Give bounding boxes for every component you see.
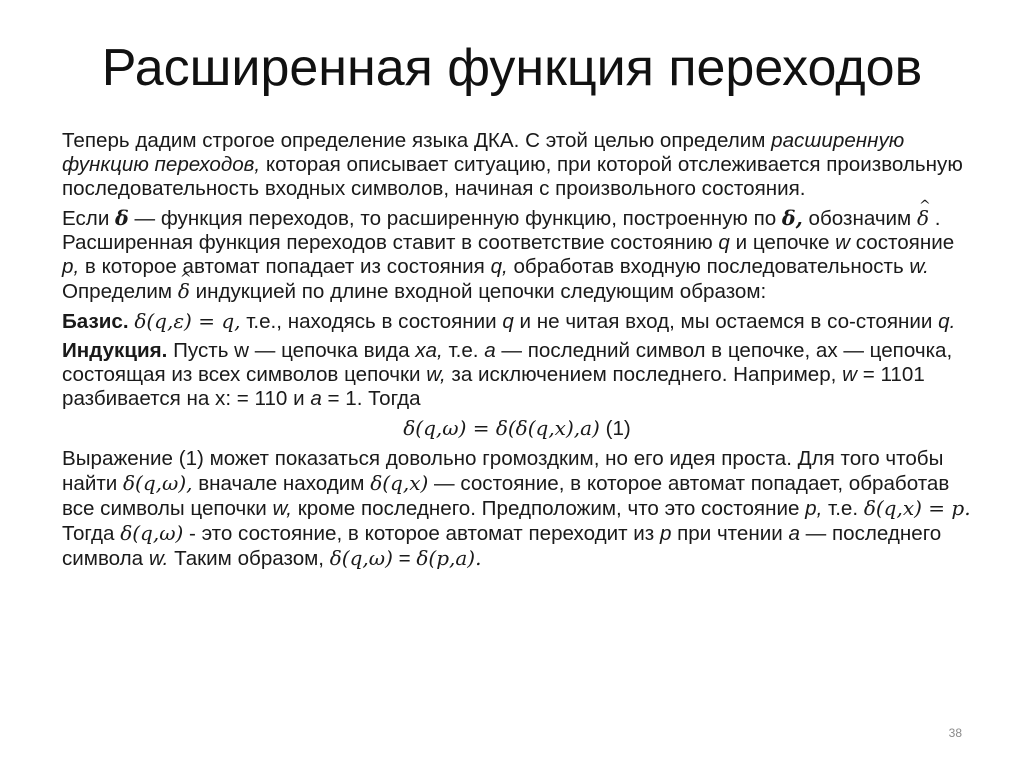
formula-equation-1: δ(q,ω) = δ(δ(q,x),a) [403, 416, 600, 440]
var-w: w. [909, 255, 929, 278]
var-q: q, [490, 255, 508, 278]
text: состояние [850, 231, 955, 254]
var-w: w [835, 231, 851, 254]
var-a: a [484, 339, 496, 362]
text: — состояние, в которое автомат попадает, обработав все символы цепочки [62, 472, 950, 520]
formula: δ(q,ω) [329, 546, 393, 570]
var-q: q [718, 231, 730, 254]
var-w: w, [426, 363, 446, 386]
delta-symbol: δ [115, 206, 129, 230]
text: Теперь дадим строгое определение языка ДКА. С этой целью определим [62, 129, 772, 152]
text: индукцией по длине входной цепочки следующим образом: [189, 280, 767, 303]
page-number: 38 [948, 726, 962, 740]
text: Выражение (1) может показаться довольно громоздким, но его идея проста. Для того чтобы найти [62, 447, 944, 495]
text: в которое автомат попадает из состояния [79, 255, 491, 278]
text: = [392, 547, 417, 570]
paragraph-definition [62, 206, 972, 304]
text: — последнего символа [62, 522, 942, 570]
text: которая описывает ситуацию, при которой отслеживается произвольную последовательность входных символов, начиная с произвольного состояния. [62, 153, 963, 200]
paragraph-intro [62, 129, 972, 201]
var-p: p, [805, 497, 823, 520]
text: за исключением последнего. Например, [445, 363, 843, 386]
var-q: q [502, 310, 514, 333]
delta-symbol: δ, [781, 206, 803, 230]
var-w: w, [272, 497, 292, 520]
equation-label: (1) [599, 417, 631, 440]
text: и цепочке [729, 231, 836, 254]
var-q: q. [938, 310, 956, 333]
paragraph-explanation [62, 447, 972, 571]
var-p: p, [62, 255, 80, 278]
text: = 1101 разбивается на x: = 110 и [62, 363, 925, 410]
label-induction: Индукция. [62, 339, 168, 362]
text: Таким образом, [168, 547, 330, 570]
text: — функция переходов, то расширенную функцию, построенную по [128, 207, 782, 230]
var-w: w. [148, 547, 169, 570]
text: = 1. Тогда [321, 387, 421, 410]
text: при чтении [671, 522, 789, 545]
delta-hat-symbol: ^ δ [917, 206, 929, 230]
text: - это состояние, в которое автомат переходит из [183, 522, 660, 545]
equation-1 [62, 416, 972, 441]
term-extended-transition-function: расширенную функцию переходов, [62, 129, 905, 176]
text: т.е., находясь в состоянии [240, 310, 503, 333]
slide-title: Расширенная функция переходов [101, 39, 923, 97]
text: кроме последнего. Предположим, что это состояние [292, 497, 806, 520]
formula: δ(q,ω), [123, 471, 193, 495]
paragraph-induction [62, 339, 972, 411]
text: т.е. [822, 497, 864, 520]
slide-body [62, 129, 972, 576]
text: и не читая вход, мы остаемся в со-стоянии [513, 310, 939, 333]
var-w: w [842, 363, 858, 386]
text: обозначим [802, 207, 917, 230]
text: обработав входную последовательность [507, 255, 910, 278]
text: Если [62, 207, 116, 230]
var-xa: xa, [415, 339, 443, 362]
text: вначале находим [192, 472, 371, 495]
delta-hat-symbol: ^ δ [178, 279, 190, 303]
label-basis: Базис. [62, 310, 129, 333]
var-p: p [659, 522, 672, 545]
var-a: a [310, 387, 322, 410]
formula: δ(q,ω) [120, 521, 184, 545]
text: Тогда [62, 522, 121, 545]
text: т.е. [442, 339, 485, 362]
text: Пусть w — цепочка вида [167, 339, 416, 362]
text: — последний символ в цепочке, ах — цепочка, состоящая из всех символов цепочки [62, 339, 953, 386]
formula: δ(q,x) [370, 471, 429, 495]
formula-basis: δ(q,ε) = q, [134, 309, 241, 333]
var-a: a [788, 522, 800, 545]
formula: δ(p,a). [416, 546, 482, 570]
text: . Расширенная функция переходов ставит в соответствие состоянию [62, 207, 941, 254]
paragraph-basis [62, 309, 972, 334]
formula: δ(q,x) = p. [863, 496, 971, 520]
text: Определим [62, 280, 178, 303]
